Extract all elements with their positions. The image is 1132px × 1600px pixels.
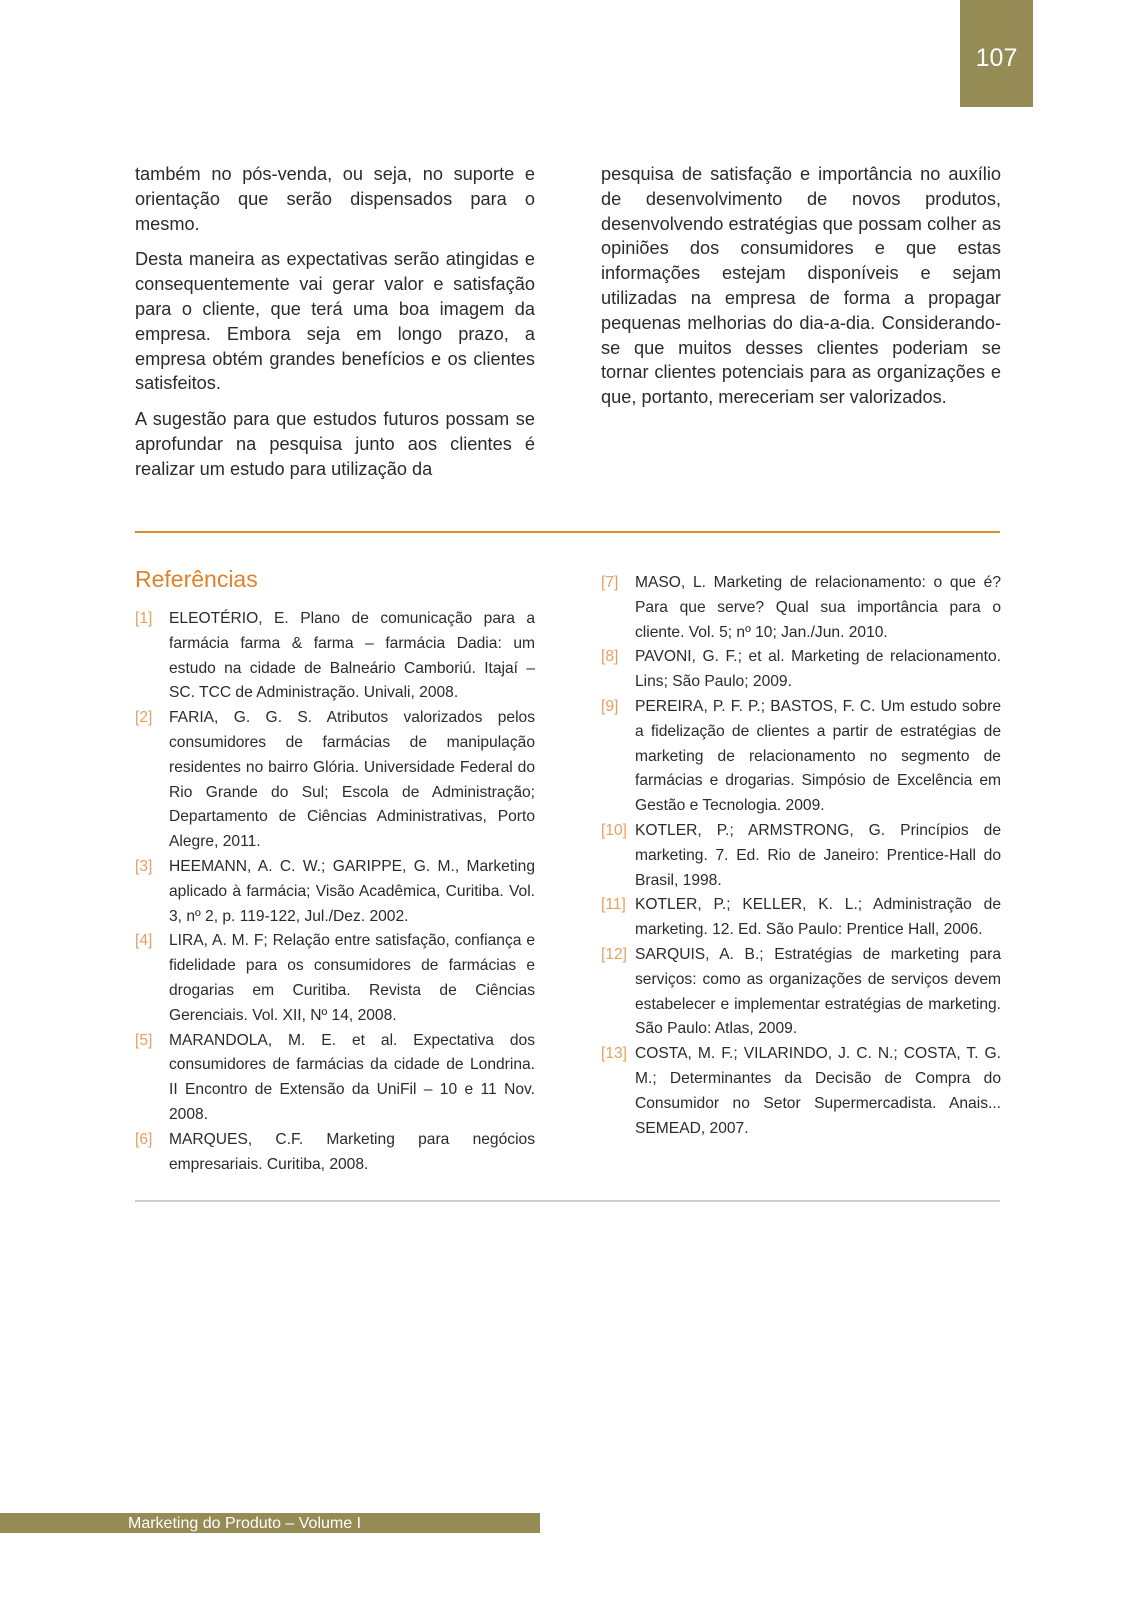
reference-item bbox=[601, 1042, 1001, 1141]
reference-item bbox=[601, 695, 1001, 819]
reference-item bbox=[601, 571, 1001, 645]
footer-label: Marketing do Produto – Volume I bbox=[128, 1515, 362, 1532]
reference-item bbox=[135, 706, 535, 855]
reference-item bbox=[135, 855, 535, 929]
reference-text: ELEOTÉRIO, E. Plano de comunicação para a farmácia farma & farma – farmácia Dadia: um estudo na cidade de Balneário Camboriú. Itajaí – SC. TCC de Administração. Univali, 2008. bbox=[169, 610, 535, 702]
reference-number: [5] bbox=[135, 1031, 153, 1049]
reference-number: [8] bbox=[601, 648, 619, 666]
reference-text: KOTLER, P.; ARMSTRONG, G. Princípios de marketing. 7. Ed. Rio de Janeiro: Prentice-Hall do Brasil, 1998. bbox=[635, 821, 1001, 889]
page-number-box bbox=[960, 0, 1033, 107]
reference-number: [9] bbox=[601, 697, 619, 715]
references-list-left bbox=[135, 607, 535, 1177]
reference-number: [2] bbox=[135, 709, 153, 727]
section-divider bbox=[135, 531, 1000, 533]
reference-item bbox=[135, 607, 535, 706]
reference-text: MARQUES, C.F. Marketing para negócios empresariais. Curitiba, 2008. bbox=[169, 1130, 535, 1173]
reference-text: COSTA, M. F.; VILARINDO, J. C. N.; COSTA, T. G. M.; Determinantes da Decisão de Compra do Consumidor no Setor Supermercadista. Anais... SEMEAD, 2007. bbox=[635, 1045, 1001, 1137]
reference-text: FARIA, G. G. S. Atributos valorizados pelos consumidores de farmácias de manipulação residentes no bairro Glória. Universidade Federal do Rio Grande do Sul; Escola de Administração; Departamento de Ciências Administrativas, Porto Alegre, 2011. bbox=[169, 709, 535, 851]
reference-number: [4] bbox=[135, 932, 153, 950]
body-paragraph: Desta maneira as expectativas serão atingidas e consequentemente vai gerar valor e satisfação para o cliente, que terá uma boa imagem da empresa. Embora seja em longo prazo, a empresa obtém grandes benefícios e os clientes satisfeitos. bbox=[135, 249, 535, 394]
reference-number: [10] bbox=[601, 821, 628, 839]
reference-number: [6] bbox=[135, 1130, 153, 1148]
reference-text: PAVONI, G. F.; et al. Marketing de relacionamento. Lins; São Paulo; 2009. bbox=[635, 648, 1001, 691]
references-bottom-rule bbox=[135, 1200, 1000, 1202]
footer-bar bbox=[0, 1513, 540, 1533]
reference-item bbox=[601, 819, 1001, 893]
page-number: 107 bbox=[975, 44, 1018, 72]
reference-text: PEREIRA, P. F. P.; BASTOS, F. C. Um estudo sobre a fidelização de clientes a partir de estratégias de marketing de relacionamento no segmento de farmácias e drogarias. Simpósio de Excelência em Gestão e Tecnologia. 2009. bbox=[635, 697, 1001, 815]
reference-number: [1] bbox=[135, 610, 153, 627]
reference-number: [7] bbox=[601, 574, 619, 591]
reference-text: MASO, L. Marketing de relacionamento: o que é? Para que serve? Qual sua importância para o cliente. Vol. 5; nº 10; Jan./Jun. 2010. bbox=[635, 574, 1001, 641]
reference-number: [13] bbox=[601, 1045, 628, 1063]
reference-text: HEEMANN, A. C. W.; GARIPPE, G. M., Marketing aplicado à farmácia; Visão Acadêmica, Curitiba. Vol. 3, nº 2, p. 119-122, Jul./Dez. 2002. bbox=[169, 857, 535, 925]
references-heading: Referências bbox=[135, 566, 258, 592]
body-paragraph: também no pós-venda, ou seja, no suporte e orientação que serão dispensados para o mesmo. bbox=[135, 164, 535, 234]
reference-item bbox=[135, 929, 535, 1028]
reference-item bbox=[601, 893, 1001, 943]
reference-item bbox=[601, 943, 1001, 1042]
body-column-left bbox=[135, 162, 535, 493]
reference-text: LIRA, A. M. F; Relação entre satisfação, confiança e fidelidade para os consumidores de farmácias e drogarias em Curitiba. Revista de Ciências Gerenciais. Vol. XII, Nº 14, 2008. bbox=[169, 932, 535, 1024]
reference-item bbox=[601, 645, 1001, 695]
reference-text: MARANDOLA, M. E. et al. Expectativa dos consumidores de farmácias da cidade de Londrina. II Encontro de Extensão da UniFil – 10 e 11 Nov. 2008. bbox=[169, 1031, 535, 1123]
reference-number: [12] bbox=[601, 945, 628, 963]
reference-text: KOTLER, P.; KELLER, K. L.; Administração de marketing. 12. Ed. São Paulo: Prentice Hall, 2006. bbox=[635, 896, 1001, 939]
body-column-right bbox=[601, 162, 1001, 421]
body-paragraph: pesquisa de satisfação e importância no auxílio de desenvolvimento de novos produtos, desenvolvendo estratégias que possam colher as opiniões dos consumidores e que estas informações estejam disponíveis e sejam utilizadas na empresa de forma a propagar pequenas melhorias do dia-a-dia. Considerando-se que muitos desses clientes poderiam se tornar clientes potenciais para as organizações e que, portanto, mereceriam ser valorizados. bbox=[601, 164, 1001, 408]
references-list-right bbox=[601, 571, 1001, 1141]
reference-item bbox=[135, 1128, 535, 1178]
reference-text: SARQUIS, A. B.; Estratégias de marketing para serviços: como as organizações de serviços devem estabelecer e implementar estratégias de marketing. São Paulo: Atlas, 2009. bbox=[635, 945, 1001, 1038]
reference-number: [3] bbox=[135, 857, 153, 875]
reference-number: [11] bbox=[601, 896, 626, 914]
reference-item bbox=[135, 1029, 535, 1128]
body-paragraph: A sugestão para que estudos futuros possam se aprofundar na pesquisa junto aos clientes é realizar um estudo para utilização da bbox=[135, 409, 535, 479]
